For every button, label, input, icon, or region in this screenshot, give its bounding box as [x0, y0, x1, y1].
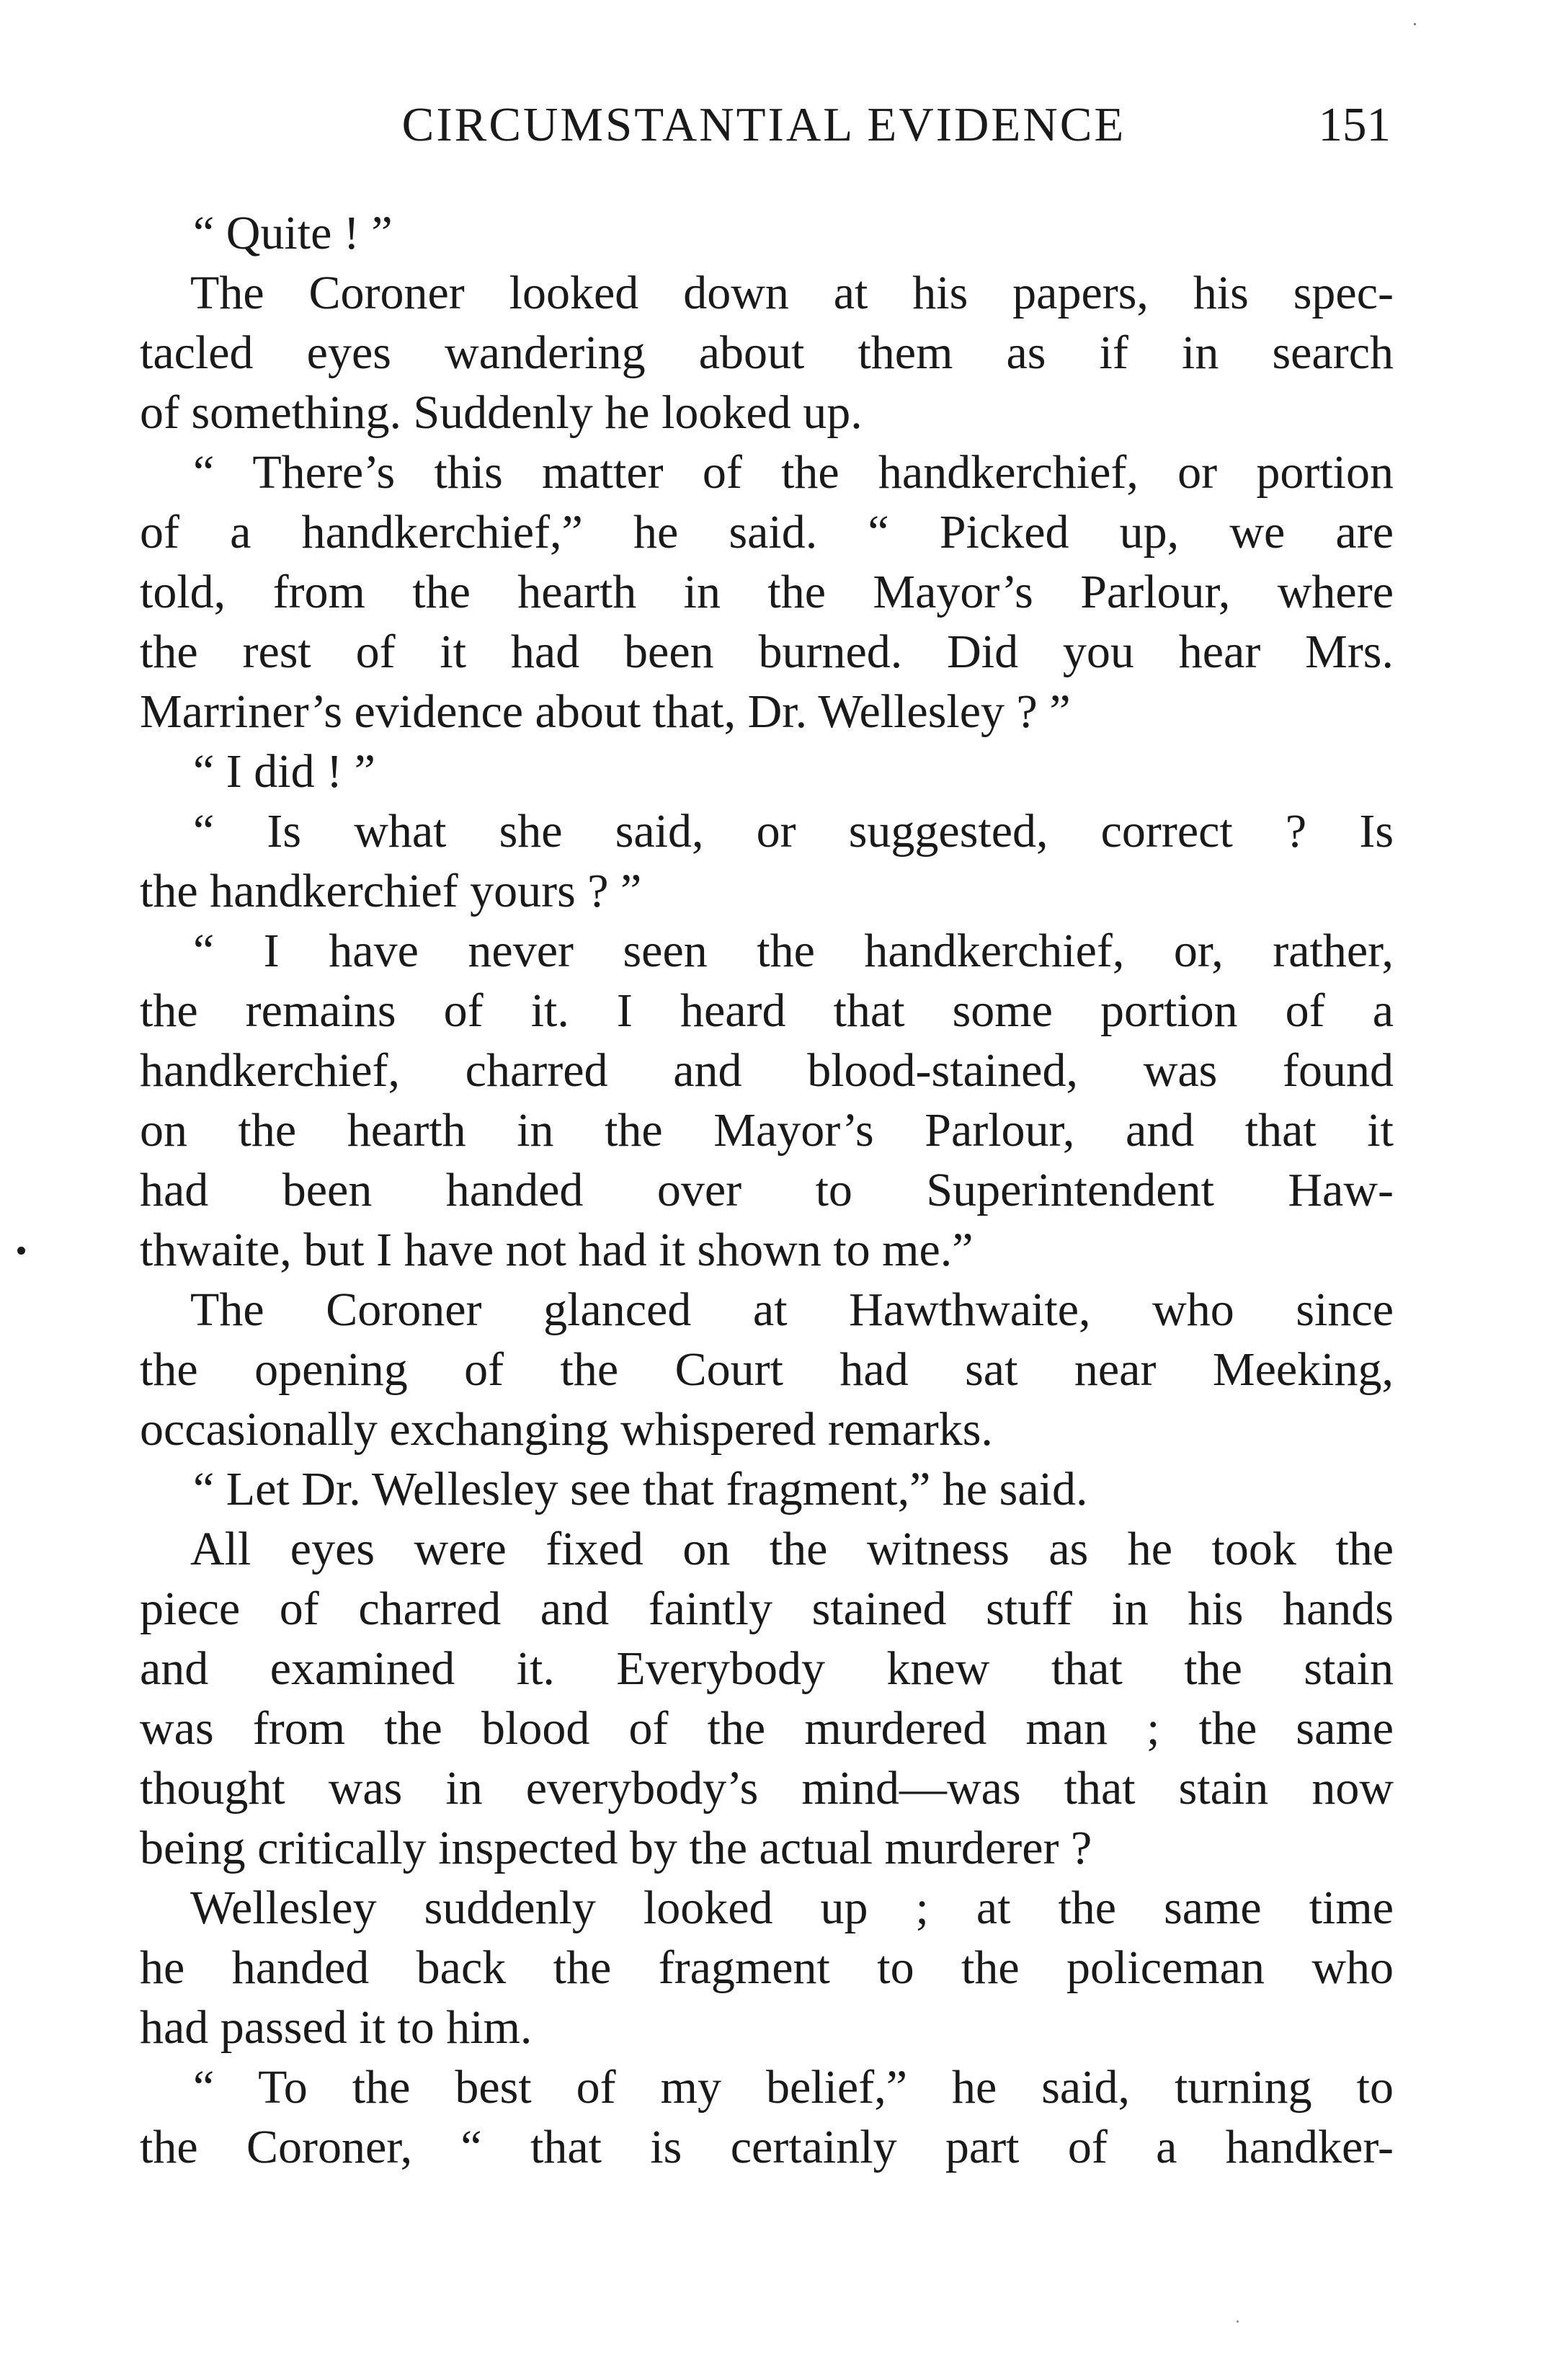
text-line: on the hearth in the Mayor’s Parlour, and that it [140, 1104, 1394, 1157]
page-number: 151 [1318, 98, 1391, 151]
text-line: being critically inspected by the actual murderer ? [140, 1822, 1092, 1874]
text-line: had passed it to him. [140, 2001, 533, 2054]
text-line: and examined it. Everybody knew that the stain [140, 1642, 1394, 1695]
text-line: piece of charred and faintly stained stuff in his hands [140, 1582, 1394, 1635]
text-line: the handkerchief yours ? ” [140, 865, 642, 917]
text-line: told, from the hearth in the Mayor’s Parlour, where [140, 566, 1394, 618]
text-line: had been handed over to Superintendent Haw- [140, 1164, 1394, 1216]
text-line: “ Is what she said, or suggested, correct ? Is [193, 805, 1394, 858]
text-line: thought was in everybody’s mind—was that stain now [140, 1762, 1394, 1815]
text-line: the opening of the Court had sat near Meeking, [140, 1343, 1394, 1396]
margin-mark [17, 1247, 25, 1255]
text-line: tacled eyes wandering about them as if in search [140, 326, 1394, 379]
text-line: “ I did ! ” [193, 745, 375, 798]
text-line: handkerchief, charred and blood-stained, was found [140, 1044, 1394, 1097]
text-line: Wellesley suddenly looked up ; at the same time [190, 1882, 1394, 1934]
text-line: the remains of it. I heard that some portion of a [140, 984, 1394, 1037]
paper-speck [1414, 23, 1416, 25]
paper-speck [1237, 2320, 1239, 2323]
text-line: All eyes were fixed on the witness as he took the [190, 1523, 1394, 1575]
text-line: of a handkerchief,” he said. “ Picked up, we are [140, 506, 1394, 558]
running-head-title: CIRCUMSTANTIAL EVIDENCE [401, 98, 1126, 151]
text-line: he handed back the fragment to the policeman who [140, 1941, 1394, 1994]
text-line: the rest of it had been burned. Did you hear Mrs. [140, 626, 1394, 678]
text-line: the Coroner, “ that is certainly part of a handker- [140, 2121, 1394, 2173]
text-line: was from the blood of the murdered man ; the same [140, 1702, 1394, 1755]
text-line: Marriner’s evidence about that, Dr. Wellesley ? ” [140, 685, 1071, 738]
text-line: The Coroner looked down at his papers, his spec- [190, 267, 1394, 319]
text-line: occasionally exchanging whispered remarks. [140, 1403, 993, 1456]
text-line: “ I have never seen the handkerchief, or, rather, [193, 925, 1394, 977]
text-line: thwaite, but I have not had it shown to me.” [140, 1224, 974, 1276]
text-line: “ There’s this matter of the handkerchief, or portion [193, 446, 1394, 499]
text-line: The Coroner glanced at Hawthwaite, who since [190, 1283, 1394, 1336]
text-line: of something. Suddenly he looked up. [140, 386, 863, 439]
text-line: “ Let Dr. Wellesley see that fragment,” he said. [193, 1463, 1088, 1515]
body-text [140, 203, 1394, 2177]
text-line: “ To the best of my belief,” he said, turning to [193, 2061, 1394, 2114]
text-line: “ Quite ! ” [193, 207, 393, 259]
